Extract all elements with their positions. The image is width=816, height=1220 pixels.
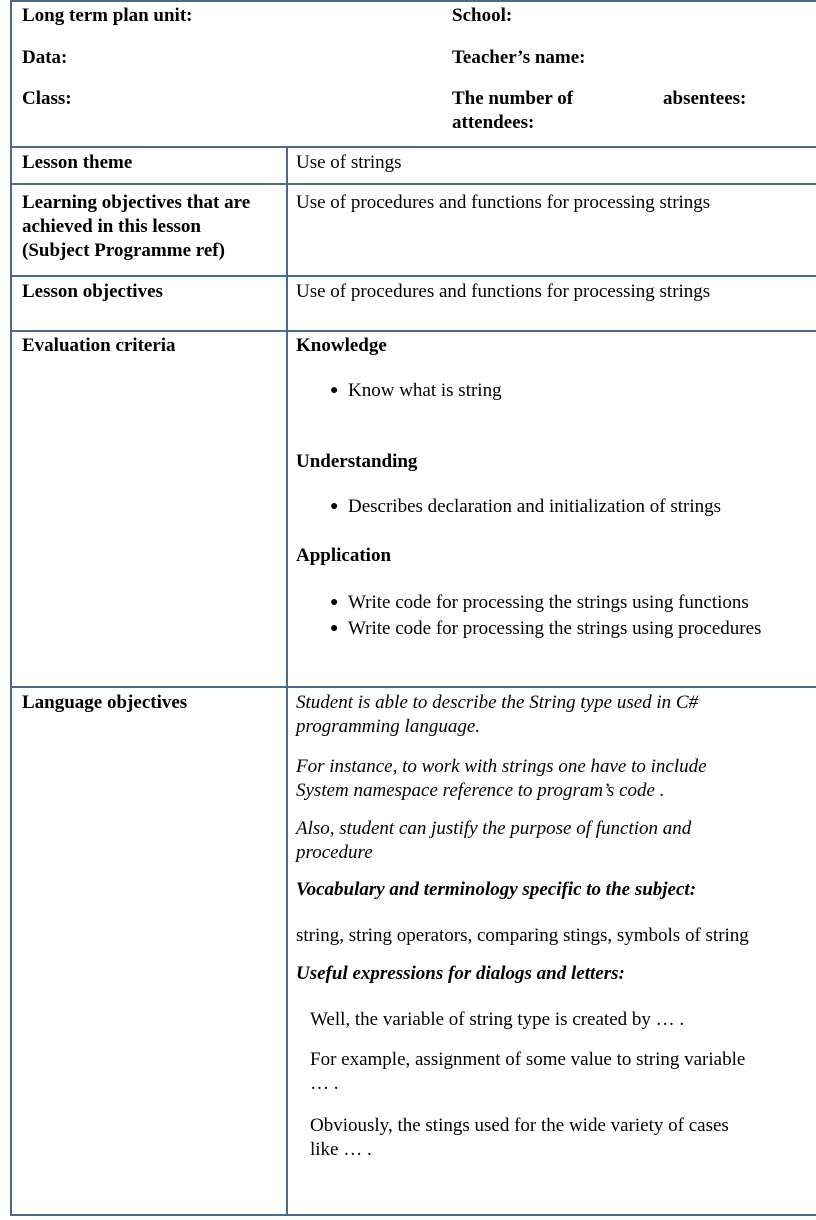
lesson-theme-value: Use of strings	[296, 152, 402, 173]
attendees-label: attendees:	[452, 112, 535, 133]
understanding-item: Describes declaration and initialization of strings	[348, 496, 722, 517]
expression-2-line2: … .	[310, 1073, 339, 1094]
bullet-dot-icon: ●	[330, 383, 339, 398]
long-term-plan-unit-label: Long term plan unit:	[22, 5, 193, 26]
teachers-name-label: Teacher’s name:	[452, 47, 586, 68]
row-divider	[10, 183, 816, 185]
language-para2-line1: For instance, to work with strings one have to include	[296, 756, 707, 777]
class-label: Class:	[22, 88, 72, 109]
expression-1: Well, the variable of string type is created by … .	[310, 1009, 685, 1030]
absentees-label: absentees:	[663, 88, 747, 109]
application-item: Write code for processing the strings using procedures	[348, 618, 762, 639]
row-divider	[10, 686, 816, 688]
application-item: Write code for processing the strings using functions	[348, 592, 749, 613]
school-label: School:	[452, 5, 513, 26]
expressions-heading: Useful expressions for dialogs and letters:	[296, 963, 625, 984]
knowledge-item: Know what is string	[348, 380, 502, 401]
vocabulary-heading: Vocabulary and terminology specific to the subject:	[296, 879, 697, 900]
data-label: Data:	[22, 47, 68, 68]
number-of-label: The number of	[452, 88, 574, 109]
bullet-dot-icon: ●	[330, 621, 339, 636]
understanding-heading: Understanding	[296, 451, 418, 472]
lesson-objectives-label: Lesson objectives	[22, 281, 163, 302]
column-divider	[286, 146, 288, 1216]
vocabulary-text: string, string operators, comparing stings, symbols of string	[296, 925, 749, 946]
application-heading: Application	[296, 545, 392, 566]
lesson-objectives-value: Use of procedures and functions for processing strings	[296, 281, 711, 302]
learning-objectives-label-line1: Learning objectives that are	[22, 192, 251, 213]
learning-objectives-label-line3: (Subject Programme ref)	[22, 240, 225, 261]
expression-2-line1: For example, assignment of some value to string variable	[310, 1049, 746, 1070]
bullet-dot-icon: ●	[330, 499, 339, 514]
expression-3-line1: Obviously, the stings used for the wide variety of cases	[310, 1115, 729, 1136]
lesson-theme-label: Lesson theme	[22, 152, 133, 173]
language-para1-line1: Student is able to describe the String type used in C#	[296, 692, 699, 713]
learning-objectives-value: Use of procedures and functions for processing strings	[296, 192, 711, 213]
expression-3-line2: like … .	[310, 1139, 372, 1160]
row-divider	[10, 146, 816, 148]
row-divider	[10, 330, 816, 332]
evaluation-criteria-label: Evaluation criteria	[22, 335, 176, 356]
language-objectives-label: Language objectives	[22, 692, 188, 713]
language-para3-line2: procedure	[296, 842, 373, 863]
learning-objectives-label-line2: achieved in this lesson	[22, 216, 201, 237]
language-para3-line1: Also, student can justify the purpose of function and	[296, 818, 692, 839]
knowledge-heading: Knowledge	[296, 335, 387, 356]
row-divider	[10, 275, 816, 277]
language-para1-line2: programming language.	[296, 716, 481, 737]
language-para2-line2: System namespace reference to program’s code .	[296, 780, 665, 801]
bullet-dot-icon: ●	[330, 595, 339, 610]
